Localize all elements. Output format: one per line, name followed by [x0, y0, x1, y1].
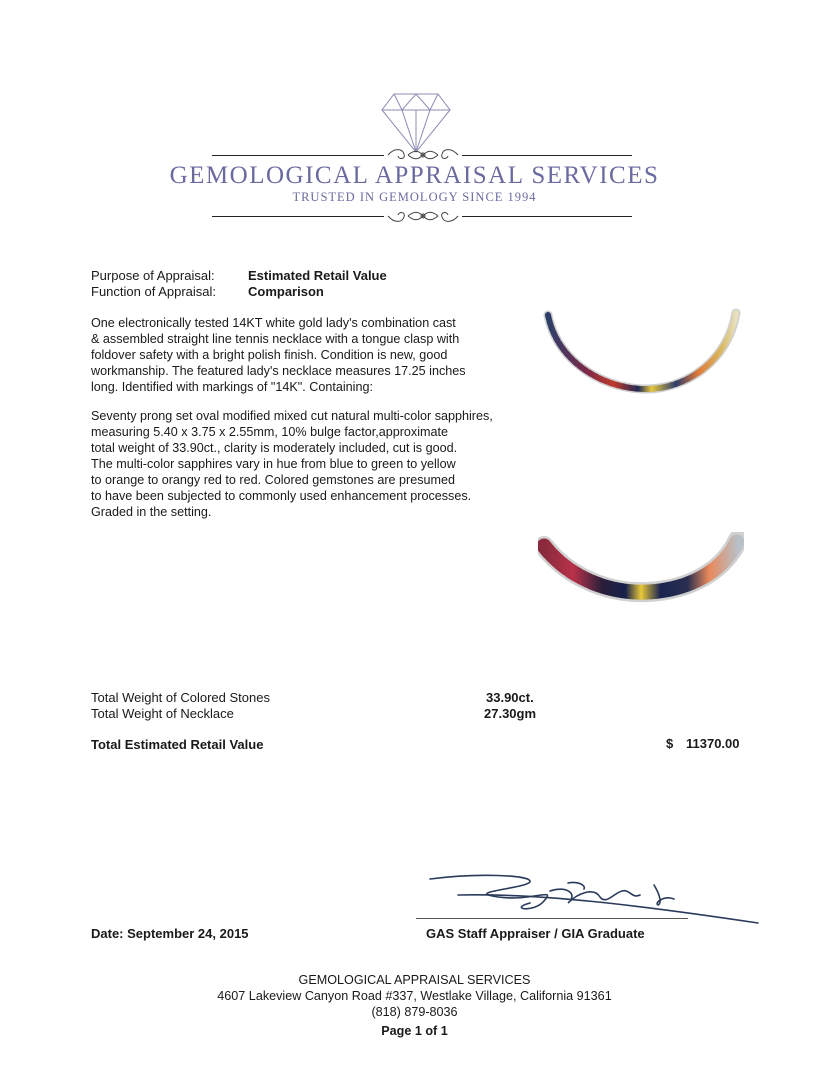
necklace-weight-value: 27.30gm [484, 706, 537, 721]
header-rule-bottom-left [212, 216, 384, 217]
necklace-photo-full [538, 305, 746, 405]
footer-phone: (818) 879-8036 [371, 1005, 458, 1019]
stones-weight-value: 33.90ct. [486, 690, 534, 705]
stones-weight-label: Total Weight of Colored Stones [91, 690, 270, 705]
header-rule-top-left [212, 155, 384, 156]
footer-company: GEMOLOGICAL APPRAISAL SERVICES [298, 973, 531, 987]
appraisal-date: Date: September 24, 2015 [91, 926, 249, 941]
purpose-label: Purpose of Appraisal: [91, 268, 215, 283]
description-line: to orange to orangy red to red. Colored gemstones are presumed [91, 473, 456, 487]
retail-value-label: Total Estimated Retail Value [91, 737, 264, 752]
page-number: Page 1 of 1 [381, 1024, 448, 1038]
description-line: total weight of 33.90ct., clarity is moderately included, cut is good. [91, 441, 458, 455]
diamond-icon [380, 92, 452, 154]
necklace-photo-closeup [538, 532, 744, 607]
signature-line [416, 918, 688, 919]
description-line: & assembled straight line tennis necklace with a tongue clasp with [91, 332, 460, 346]
tagline: TRUSTED IN GEMOLOGY SINCE 1994 [292, 190, 537, 204]
description-line: workmanship. The featured lady's necklace measures 17.25 inches [91, 364, 466, 378]
description-line: foldover safety with a bright polish finish. Condition is new, good [91, 348, 448, 362]
description-line: Graded in the setting. [91, 505, 212, 519]
purpose-value: Estimated Retail Value [248, 268, 387, 283]
description-line: long. Identified with markings of "14K". Containing: [91, 380, 373, 394]
company-name: GEMOLOGICAL APPRAISAL SERVICES [169, 162, 660, 189]
description-line: measuring 5.40 x 3.75 x 2.55mm, 10% bulge factor,approximate [91, 425, 449, 439]
description-paragraph-2 [91, 408, 541, 520]
description-line: One electronically tested 14KT white gold lady's combination cast [91, 316, 456, 330]
footer-address: 4607 Lakeview Canyon Road #337, Westlake Village, California 91361 [217, 989, 612, 1003]
description-line: The multi-color sapphires vary in hue from blue to green to yellow [91, 457, 456, 471]
necklace-weight-label: Total Weight of Necklace [91, 706, 234, 721]
description-line: to have been subjected to commonly used enhancement processes. [91, 489, 472, 503]
retail-value: 11370.00 [686, 736, 740, 751]
header-rule-bottom-right [462, 216, 632, 217]
header-rule-top-right [462, 155, 632, 156]
description-line: Seventy prong set oval modified mixed cut natural multi-color sapphires, [91, 409, 493, 423]
function-value: Comparison [248, 284, 324, 299]
function-label: Function of Appraisal: [91, 284, 217, 299]
retail-currency: $ [666, 736, 674, 751]
description-paragraph-1 [91, 315, 541, 395]
flourish-ornament-bottom [384, 207, 462, 225]
appraiser-title: GAS Staff Appraiser / GIA Graduate [426, 926, 645, 941]
